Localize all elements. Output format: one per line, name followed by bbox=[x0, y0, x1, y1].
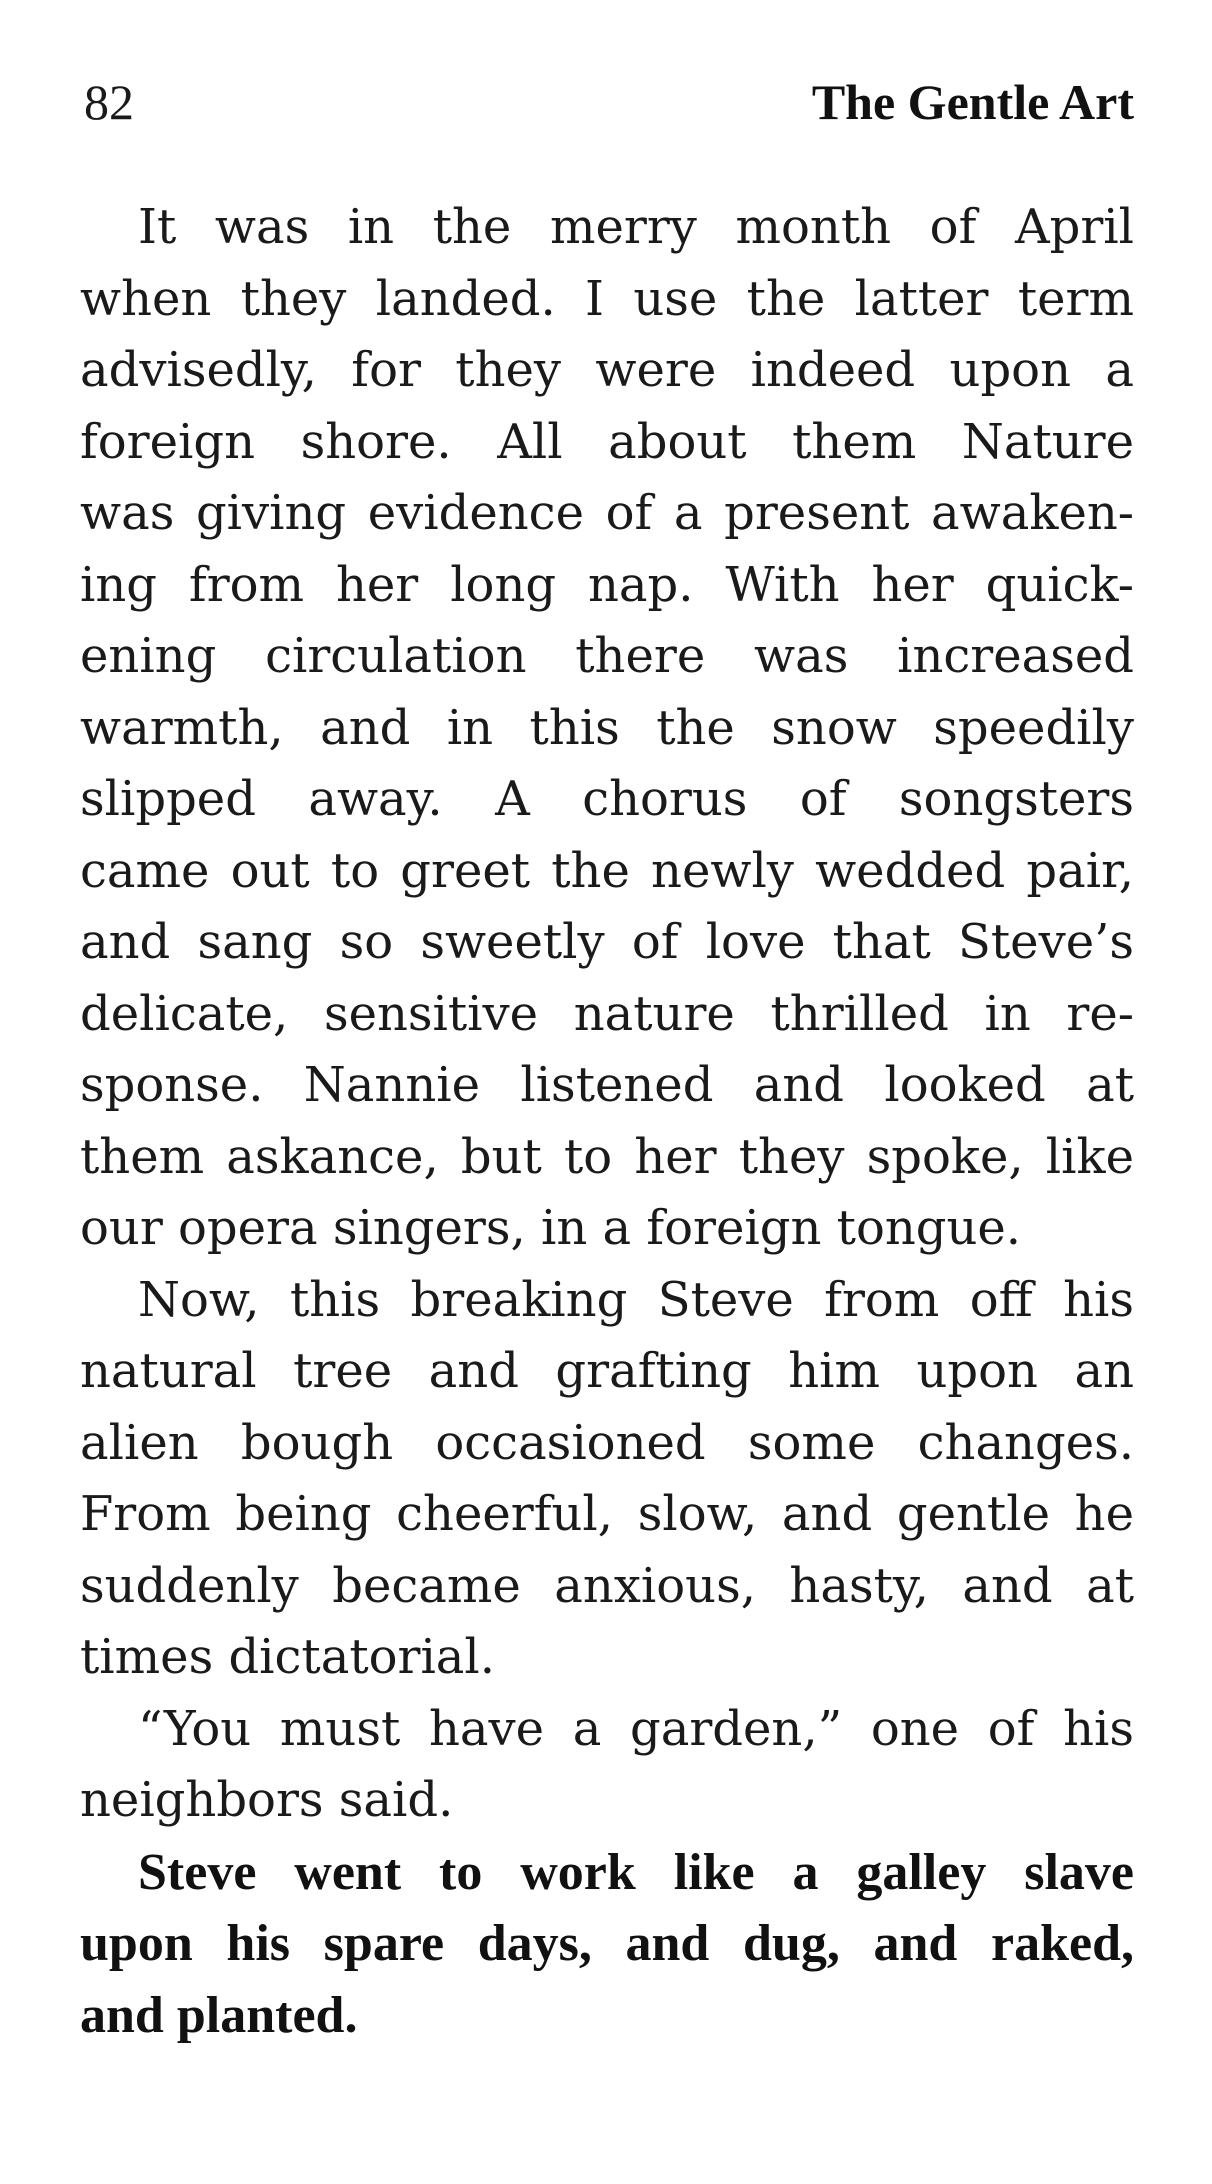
text-line: and planted. bbox=[80, 1986, 358, 2044]
text-line: was giving evidence of a present awaken- bbox=[80, 485, 1134, 541]
text-line: neighbors said. bbox=[80, 1772, 454, 1828]
text-line: delicate, sensitive nature thrilled in re- bbox=[80, 985, 1134, 1042]
paragraph bbox=[80, 192, 1134, 1265]
text-line: slipped away. A chorus of songsters bbox=[80, 771, 1134, 827]
text-line: when they landed. I use the latter term bbox=[80, 270, 1134, 327]
text-line: “You must have a garden,” one of his bbox=[138, 1700, 1134, 1757]
page-number: 82 bbox=[84, 74, 134, 130]
text-line: came out to greet the newly wedded pair, bbox=[80, 842, 1134, 899]
paragraph bbox=[80, 1837, 1134, 2052]
text-line: and sang so sweetly of love that Steve’s bbox=[80, 914, 1134, 970]
paragraph bbox=[80, 1265, 1134, 1694]
text-line: ing from her long nap. With her quick- bbox=[80, 556, 1134, 613]
text-line: suddenly became anxious, hasty, and at bbox=[80, 1557, 1134, 1614]
text-line: times dictatorial. bbox=[80, 1629, 496, 1685]
text-line: them askance, but to her they spoke, like bbox=[80, 1128, 1134, 1185]
text-line: our opera singers, in a foreign tongue. bbox=[80, 1200, 1022, 1256]
running-header bbox=[84, 72, 1134, 132]
text-line: From being cheerful, slow, and gentle he bbox=[80, 1486, 1134, 1542]
text-line: advisedly, for they were indeed upon a bbox=[80, 342, 1134, 398]
text-line: upon his spare days, and dug, and raked, bbox=[80, 1915, 1134, 1972]
running-title: The Gentle Art bbox=[811, 74, 1134, 130]
text-line: Steve went to work like a galley slave bbox=[138, 1843, 1134, 1901]
text-line: natural tree and grafting him upon an bbox=[80, 1343, 1134, 1399]
text-line: alien bough occasioned some changes. bbox=[80, 1414, 1134, 1471]
text-line: It was in the merry month of April bbox=[138, 199, 1134, 255]
body-text bbox=[80, 192, 1134, 2051]
text-line: warmth, and in this the snow speedily bbox=[80, 699, 1134, 756]
text-line: sponse. Nannie listened and looked at bbox=[80, 1057, 1134, 1113]
text-line: Now, this breaking Steve from off his bbox=[138, 1271, 1134, 1328]
text-line: foreign shore. All about them Nature bbox=[80, 413, 1134, 470]
text-line: ening circulation there was increased bbox=[80, 628, 1134, 684]
paragraph bbox=[80, 1694, 1134, 1837]
